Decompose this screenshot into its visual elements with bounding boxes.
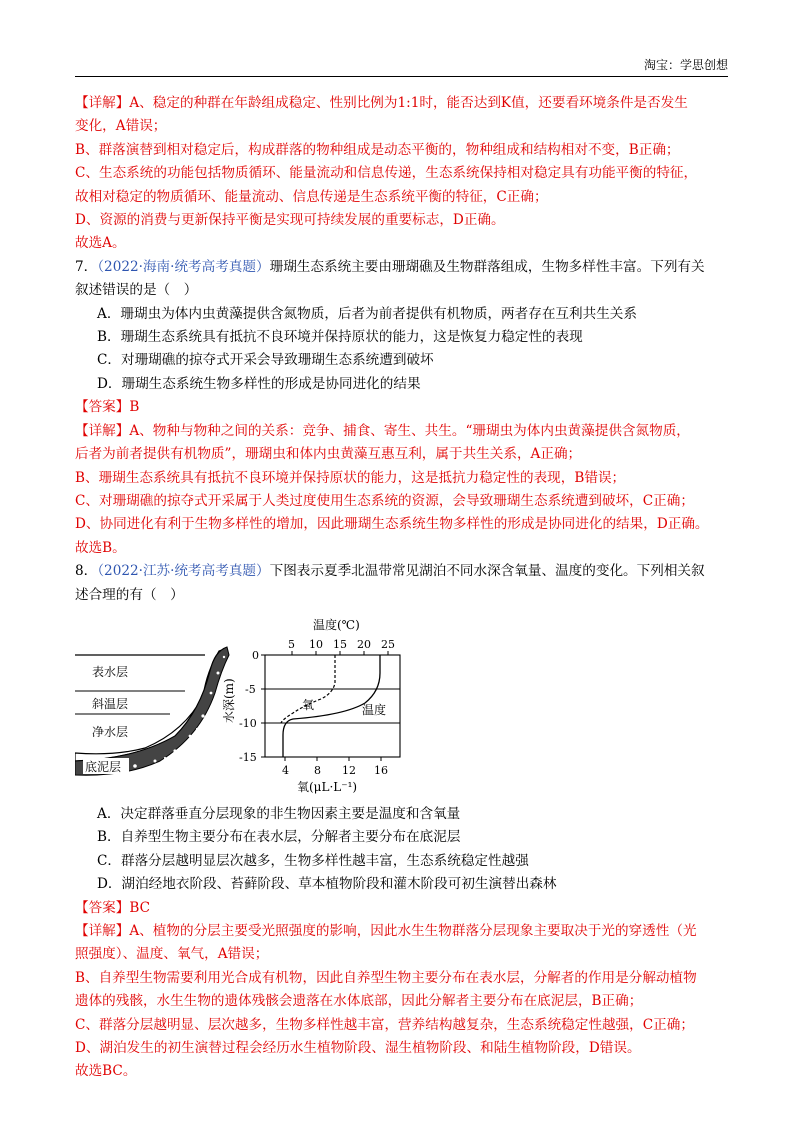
top-tick-label: 20 — [357, 637, 371, 651]
detail-line: D、资源的消费与更新保持平衡是实现可持续发展的重要标志，D正确。 — [75, 212, 505, 229]
detail-line: C、对珊瑚礁的掠夺式开采属于人类过度使用生态系统的资源，会导致珊瑚生态系统遭到破坏，C正确； — [75, 492, 694, 509]
question-source: （2022·江苏·统考高考真题） — [97, 563, 270, 580]
question-source: （2022·海南·统考高考真题） — [97, 258, 270, 275]
detail-line: B、自养型生物需要利用光合成有机物，因此自养型生物主要分布在表水层，分解者的作用是分解动植物 — [75, 969, 697, 986]
detail-line: 【详解】A、物种与物种之间的关系：竞争、捕食、寄生、共生。“珊瑚虫为体内虫黄藻提供含氮物质， — [75, 422, 690, 439]
option-d: D．湖泊经地衣阶段、苔藓阶段、草本植物阶段和灌木阶段可初生演替出森林 — [97, 876, 557, 893]
detail-line: C、群落分层越明显、层次越多，生物多样性越丰富，营养结构越复杂，生态系统稳定性越强，C正确； — [75, 1016, 694, 1033]
detail-line: 【详解】A、稳定的种群在年龄组成稳定、性别比例为1:1时，能否达到K值，还要看环境条件是否发生 — [75, 95, 688, 111]
bottom-tick-label: 12 — [342, 763, 356, 777]
detail-line: D、湖泊发生的初生演替过程会经历水生植物阶段、湿生植物阶段、和陆生植物阶段，D错误。 — [75, 1040, 641, 1056]
bottom-axis-label: 氧(μL·L⁻¹) — [297, 779, 358, 794]
layer-label: 底泥层 — [85, 759, 122, 774]
top-tick-label: 10 — [309, 637, 323, 651]
answer-line: 【答案】BC — [75, 899, 151, 916]
option-b: B．珊瑚生态系统具有抵抗不良环境并保持原状的能力，这是恢复力稳定性的表现 — [97, 329, 583, 346]
top-tick-label: 5 — [288, 637, 295, 651]
lake-diagram — [75, 611, 435, 801]
detail-line: 故选BC。 — [75, 1063, 137, 1080]
layer-label: 斜温层 — [92, 696, 129, 711]
detail-line: 后者为前者提供有机物质”，珊瑚虫和体内虫黄藻互惠互利，属于共生关系，A正确； — [75, 446, 582, 463]
detail-line: 遗体的残骸，水生生物的遗体残骸会遗落在水体底部，因此分解者主要分布在底泥层，B正确； — [75, 993, 643, 1010]
option-d: D．珊瑚生态系统生物多样性的形成是协同进化的结果 — [97, 375, 421, 392]
lake-figure — [75, 611, 725, 801]
detail-line: 故选A。 — [75, 235, 126, 252]
bottom-tick-label: 8 — [314, 763, 321, 777]
question-8-stem — [75, 560, 725, 583]
layer-label: 净水层 — [92, 724, 129, 739]
question-number: 7． — [75, 258, 98, 275]
top-tick-label: 15 — [333, 637, 347, 651]
layer-label: 表水层 — [92, 664, 129, 679]
y-tick-label: -5 — [245, 682, 256, 696]
top-tick-label: 25 — [381, 637, 395, 651]
y-tick-label: -10 — [239, 716, 257, 730]
detail-line: 【详解】A、植物的分层主要受光照强度的影响，因此水生生物群落分层现象主要取决于光的穿透性（光 — [75, 922, 697, 939]
question-stem-cont: 述合理的有（ ） — [75, 586, 184, 603]
question-stem: 下图表示夏季北温带常见湖泊不同水深含氧量、温度的变化。下列相关叙 — [269, 563, 705, 580]
detail-line: 变化，A错误； — [75, 118, 167, 135]
depth-profile-chart — [221, 617, 400, 794]
question-stem-cont: 叙述错误的是（ ） — [75, 282, 198, 299]
detail-line: 照强度）、温度、氧气，A错误； — [75, 946, 269, 963]
detail-line: 故选B。 — [75, 539, 126, 556]
header-text: 淘宝：学思创想 — [643, 58, 728, 72]
option-c: C．群落分层越明显层次越多，生物多样性越丰富，生态系统稳定性越强 — [97, 852, 529, 869]
temperature-curve-label: 温度 — [362, 702, 387, 717]
answer-line: 【答案】B — [75, 399, 140, 416]
question-number: 8． — [75, 563, 98, 580]
question-7-stem — [75, 256, 725, 279]
oxygen-curve-label: 氧 — [302, 697, 315, 712]
option-b: B．自养型生物主要分布在表水层，分解者主要分布在底泥层 — [97, 829, 461, 846]
detail-line: D、协同进化有利于生物多样性的增加，因此珊瑚生态系统生物多样性的形成是协同进化的结果，D正确。 — [75, 516, 709, 533]
detail-line: 故相对稳定的物质循环、能量流动、信息传递是生态系统平衡的特征，C正确； — [75, 188, 548, 205]
bottom-tick-label: 4 — [282, 763, 289, 777]
page-content — [75, 92, 725, 1084]
question-stem: 珊瑚生态系统主要由珊瑚礁及生物群落组成，生物多样性丰富。下列有关 — [269, 258, 705, 275]
detail-line: C、生态系统的功能包括物质循环、能量流动和信息传递，生态系统保持相对稳定具有功能平衡的特征， — [75, 165, 698, 182]
bottom-tick-label: 16 — [374, 763, 388, 777]
lake-cross-section — [75, 647, 229, 775]
y-tick-label: -15 — [239, 750, 257, 764]
y-axis-label: 水深(m) — [222, 678, 236, 723]
detail-line: B、珊瑚生态系统具有抵抗不良环境并保持原状的能力，这是抵抗力稳定性的表现，B错误； — [75, 469, 626, 486]
option-a: A．决定群落垂直分层现象的非生物因素主要是温度和含氧量 — [97, 805, 461, 822]
option-a: A．珊瑚虫为体内虫黄藻提供含氮物质，后者为前者提供有机物质，两者存在互利共生关系 — [97, 305, 637, 322]
page-header — [75, 56, 728, 77]
y-tick-label: 0 — [252, 648, 259, 662]
top-axis-label: 温度(℃) — [313, 617, 360, 632]
option-c: C．对珊瑚礁的掠夺式开采会导致珊瑚生态系统遭到破坏 — [97, 352, 434, 369]
detail-line: B、群落演替到相对稳定后，构成群落的物种组成是动态平衡的，物种组成和结构相对不变，B正确； — [75, 141, 680, 158]
